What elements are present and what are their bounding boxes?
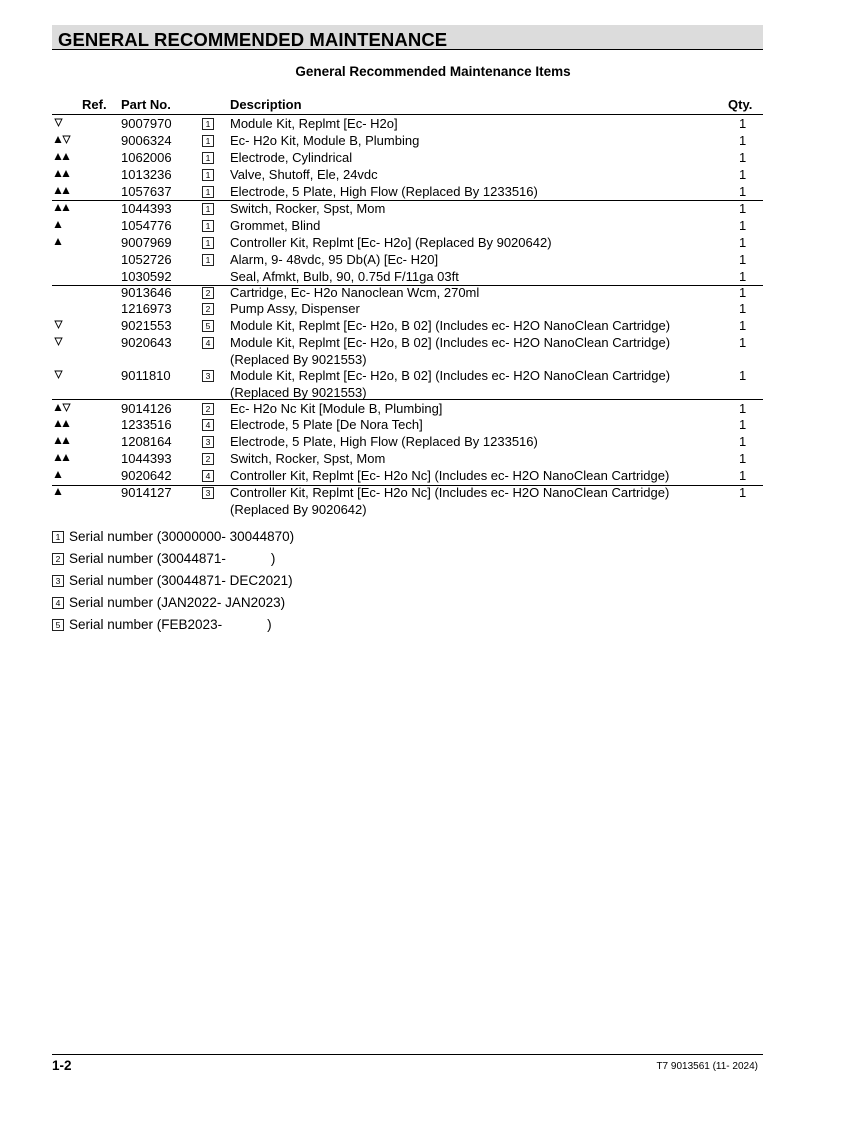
ref-symbol [54, 218, 94, 234]
part-description [230, 150, 720, 167]
ref-symbol [54, 285, 94, 301]
part-description [230, 285, 720, 302]
description-note: (Replaced By 9020642) [230, 501, 367, 517]
part-number: 9011810 [121, 368, 171, 383]
description-line: Switch, Rocker, Spst, Mom [230, 201, 386, 216]
serial-range-marker: 4 [52, 597, 64, 609]
ref-symbol [54, 301, 94, 317]
ref-symbol [54, 451, 94, 467]
page-title: GENERAL RECOMMENDED MAINTENANCE [58, 29, 448, 50]
description-line: Electrode, 5 Plate, High Flow (Replaced By 1233516) [230, 434, 538, 449]
footnote-text: Serial number (FEB2023- ) [69, 617, 272, 632]
serial-range-marker: 1 [202, 220, 214, 232]
filled-triangle-icon [55, 420, 62, 427]
description-line: Controller Kit, Replmt [Ec- H2o] (Replaced By 9020642) [230, 235, 552, 250]
filled-triangle-icon [55, 454, 62, 461]
description-line: Switch, Rocker, Spst, Mom [230, 451, 386, 466]
description-line: Module Kit, Replmt [Ec- H2o, B 02] (Includes ec- H2O NanoClean Cartridge) [230, 368, 671, 383]
hollow-down-triangle-icon [55, 371, 62, 378]
footnote-text: Serial number (30000000- 30044870) [69, 529, 295, 544]
ref-symbol [54, 368, 94, 384]
quantity: 1 [739, 184, 747, 199]
ref-symbol [54, 269, 94, 285]
part-number: 9007970 [121, 116, 172, 131]
serial-range-marker: 5 [202, 320, 214, 332]
filled-triangle-icon [63, 187, 70, 194]
part-description [230, 468, 720, 485]
part-number: 9021553 [121, 318, 172, 333]
filled-triangle-icon [55, 170, 62, 177]
footnote-item [52, 617, 272, 632]
serial-range-marker: 4 [202, 470, 214, 482]
filled-triangle-icon [55, 238, 62, 245]
filled-triangle-icon [55, 471, 62, 478]
description-line: Seal, Afmkt, Bulb, 90, 0.75d F/11ga 03ft [230, 269, 459, 284]
filled-triangle-icon [55, 204, 62, 211]
section-header [52, 25, 763, 50]
filled-triangle-icon [55, 187, 62, 194]
quantity: 1 [739, 401, 747, 416]
serial-range-marker: 3 [52, 575, 64, 587]
ref-symbol [54, 434, 94, 450]
col-desc-header: Description [230, 97, 302, 112]
description-line: Grommet, Blind [230, 218, 321, 233]
col-qty-header: Qty. [728, 97, 753, 112]
serial-range-marker: 1 [202, 186, 214, 198]
part-description [230, 485, 720, 518]
description-line: Valve, Shutoff, Ele, 24vdc [230, 167, 378, 182]
ref-symbol [54, 252, 94, 268]
description-line: Ec- H2o Kit, Module B, Plumbing [230, 133, 420, 148]
hollow-down-triangle-icon [55, 119, 62, 126]
quantity: 1 [739, 318, 747, 333]
serial-range-marker: 4 [202, 419, 214, 431]
serial-range-marker: 4 [202, 337, 214, 349]
description-line: Module Kit, Replmt [Ec- H2o] [230, 116, 398, 131]
description-line: Pump Assy, Dispenser [230, 301, 360, 316]
serial-range-marker: 1 [202, 135, 214, 147]
part-number: 1062006 [121, 150, 172, 165]
quantity: 1 [739, 235, 747, 250]
serial-range-marker: 2 [202, 453, 214, 465]
hollow-down-triangle-icon [63, 404, 70, 411]
part-description [230, 417, 720, 434]
ref-symbol [54, 417, 94, 433]
document-id: T7 9013561 (11- 2024) [656, 1061, 758, 1072]
page-number: 1-2 [52, 1058, 72, 1073]
part-number: 1013236 [121, 167, 172, 182]
ref-symbol [54, 485, 94, 501]
serial-range-marker: 1 [202, 152, 214, 164]
filled-triangle-icon [55, 136, 62, 143]
table-title: General Recommended Maintenance Items [295, 64, 571, 79]
part-number: 1044393 [121, 451, 172, 466]
filled-triangle-icon [63, 204, 70, 211]
description-line: Controller Kit, Replmt [Ec- H2o Nc] (Includes ec- H2O NanoClean Cartridge) [230, 468, 670, 483]
ref-symbol [54, 401, 94, 417]
ref-symbol [54, 235, 94, 251]
quantity: 1 [739, 468, 747, 483]
col-part-header: Part No. [121, 97, 171, 112]
description-line: Electrode, 5 Plate, High Flow (Replaced By 1233516) [230, 184, 538, 199]
serial-range-marker: 3 [202, 436, 214, 448]
serial-range-marker: 2 [202, 303, 214, 315]
part-number: 9014126 [121, 401, 172, 416]
quantity: 1 [739, 301, 747, 316]
description-line: Alarm, 9- 48vdc, 95 Db(A) [Ec- H20] [230, 252, 439, 267]
part-description [230, 184, 720, 201]
description-line: Module Kit, Replmt [Ec- H2o, B 02] (Includes ec- H2O NanoClean Cartridge) [230, 318, 671, 333]
part-number: 9020643 [121, 335, 172, 350]
serial-range-marker: 2 [52, 553, 64, 565]
part-number: 1052726 [121, 252, 172, 267]
part-description [230, 218, 720, 235]
description-line: Ec- H2o Nc Kit [Module B, Plumbing] [230, 401, 443, 416]
filled-triangle-icon [63, 454, 70, 461]
quantity: 1 [739, 167, 747, 182]
part-number: 9014127 [121, 485, 172, 500]
description-line: Module Kit, Replmt [Ec- H2o, B 02] (Includes ec- H2O NanoClean Cartridge) [230, 335, 671, 350]
quantity: 1 [739, 434, 747, 449]
part-number: 9013646 [121, 285, 172, 300]
quantity: 1 [739, 417, 747, 432]
serial-range-marker: 1 [202, 254, 214, 266]
serial-range-marker: 2 [202, 403, 214, 415]
hollow-down-triangle-icon [63, 136, 70, 143]
ref-symbol [54, 150, 94, 166]
table-rule [52, 114, 763, 115]
col-ref-header: Ref. [82, 97, 107, 112]
part-number: 1057637 [121, 184, 172, 199]
ref-symbol [54, 335, 94, 351]
part-number: 1030592 [121, 269, 172, 284]
part-number: 1044393 [121, 201, 172, 216]
filled-triangle-icon [55, 221, 62, 228]
footnote-text: Serial number (30044871- DEC2021) [69, 573, 293, 588]
footnote-item [52, 573, 293, 588]
quantity: 1 [739, 335, 747, 350]
serial-range-marker: 1 [202, 203, 214, 215]
serial-range-marker: 1 [202, 237, 214, 249]
footnote-item [52, 595, 285, 610]
part-description [230, 167, 720, 184]
filled-triangle-icon [63, 153, 70, 160]
serial-range-marker: 1 [52, 531, 64, 543]
part-description [230, 318, 720, 335]
part-number: 1233516 [121, 417, 172, 432]
part-number: 9020642 [121, 468, 172, 483]
footer-rule [52, 1054, 763, 1055]
quantity: 1 [739, 368, 747, 383]
description-note: (Replaced By 9021553) [230, 384, 367, 400]
serial-range-marker: 2 [202, 287, 214, 299]
description-line: Electrode, Cylindrical [230, 150, 353, 165]
footnote-item [52, 529, 294, 544]
hollow-down-triangle-icon [55, 321, 62, 328]
filled-triangle-icon [63, 437, 70, 444]
description-line: Electrode, 5 Plate [De Nora Tech] [230, 417, 423, 432]
filled-triangle-icon [55, 437, 62, 444]
ref-symbol [54, 133, 94, 149]
serial-range-marker: 3 [202, 370, 214, 382]
description-note: (Replaced By 9021553) [230, 351, 367, 367]
filled-triangle-icon [55, 404, 62, 411]
part-description [230, 252, 720, 269]
part-number: 9007969 [121, 235, 172, 250]
filled-triangle-icon [55, 153, 62, 160]
ref-symbol [54, 184, 94, 200]
part-description [230, 301, 720, 318]
part-description [230, 201, 720, 218]
ref-symbol [54, 318, 94, 334]
footnote-text: Serial number (JAN2022- JAN2023) [69, 595, 286, 610]
serial-range-marker: 1 [202, 118, 214, 130]
part-description [230, 434, 720, 451]
description-line: Controller Kit, Replmt [Ec- H2o Nc] (Includes ec- H2O NanoClean Cartridge) [230, 485, 670, 500]
part-description [230, 116, 720, 133]
part-description [230, 401, 720, 418]
part-description [230, 368, 720, 401]
description-line: Cartridge, Ec- H2o Nanoclean Wcm, 270ml [230, 285, 480, 300]
part-description [230, 451, 720, 468]
part-description [230, 133, 720, 150]
quantity: 1 [739, 252, 747, 267]
quantity: 1 [739, 133, 747, 148]
serial-range-marker: 1 [202, 169, 214, 181]
ref-symbol [54, 116, 94, 132]
filled-triangle-icon [63, 170, 70, 177]
ref-symbol [54, 468, 94, 484]
footnote-item [52, 551, 275, 566]
footnote-text: Serial number (30044871- ) [69, 551, 276, 566]
part-number: 1208164 [121, 434, 172, 449]
quantity: 1 [739, 269, 747, 284]
quantity: 1 [739, 201, 747, 216]
quantity: 1 [739, 451, 747, 466]
hollow-down-triangle-icon [55, 338, 62, 345]
filled-triangle-icon [55, 488, 62, 495]
quantity: 1 [739, 116, 747, 131]
part-description [230, 335, 720, 368]
part-number: 1216973 [121, 301, 172, 316]
quantity: 1 [739, 285, 747, 300]
quantity: 1 [739, 150, 747, 165]
serial-range-marker: 3 [202, 487, 214, 499]
quantity: 1 [739, 218, 747, 233]
filled-triangle-icon [63, 420, 70, 427]
ref-symbol [54, 167, 94, 183]
part-number: 1054776 [121, 218, 172, 233]
serial-range-marker: 5 [52, 619, 64, 631]
ref-symbol [54, 201, 94, 217]
part-description [230, 269, 720, 286]
part-description [230, 235, 720, 252]
part-number: 9006324 [121, 133, 172, 148]
quantity: 1 [739, 485, 747, 500]
